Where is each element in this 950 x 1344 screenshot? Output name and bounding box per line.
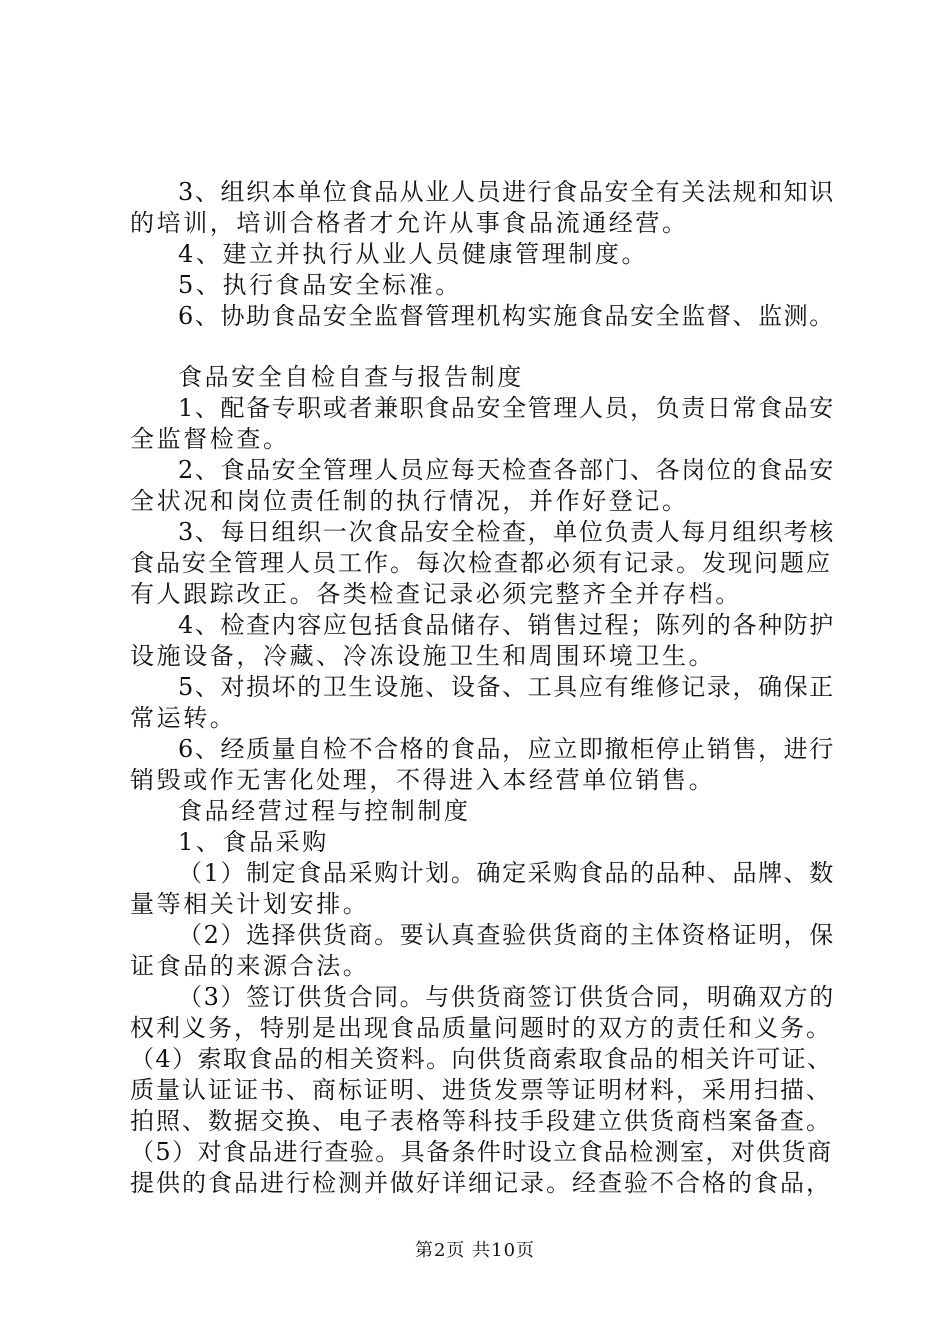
paragraph-line: 3、每日组织一次食品安全检查，单位负责人每月组织考核 bbox=[178, 518, 835, 546]
paragraph-line: 3、组织本单位食品从业人员进行食品安全有关法规和知识 bbox=[178, 178, 835, 206]
page-number-footer: 第2页 共10页 bbox=[414, 1240, 536, 1261]
paragraph-line: 食品安全管理人员工作。每次检查都必须有记录。发现问题应 bbox=[130, 549, 832, 577]
paragraph-line: 提供的食品进行检测并做好详细记录。经查验不合格的食品， bbox=[130, 1169, 832, 1197]
paragraph-line: （5）对食品进行查验。具备条件时设立食品检测室，对供货商 bbox=[130, 1138, 833, 1166]
paragraph-line: 证食品的来源合法。 bbox=[130, 952, 370, 980]
paragraph-line: （2）选择供货商。要认真查验供货商的主体资格证明，保 bbox=[178, 921, 835, 949]
paragraph-line: 6、协助食品安全监督管理机构实施食品安全监督、监测。 bbox=[178, 302, 835, 330]
paragraph-line: 4、检查内容应包括食品储存、销售过程；陈列的各种防护 bbox=[178, 611, 835, 639]
paragraph-line: 5、对损坏的卫生设施、设备、工具应有维修记录，确保正 bbox=[178, 673, 835, 701]
paragraph-line: 全监督检查。 bbox=[130, 425, 290, 453]
paragraph-line: 有人跟踪改正。各类检查记录必须完整齐全并存档。 bbox=[130, 580, 742, 608]
paragraph-line: 1、食品采购 bbox=[178, 828, 329, 856]
paragraph-line: 4、建立并执行从业人员健康管理制度。 bbox=[178, 240, 649, 268]
paragraph-line: 2、食品安全管理人员应每天检查各部门、各岗位的食品安 bbox=[178, 456, 835, 484]
paragraph-line: （1）制定食品采购计划。确定采购食品的品种、品牌、数 bbox=[178, 859, 835, 887]
paragraph-line: 常运转。 bbox=[130, 704, 237, 732]
paragraph-line: 设施设备，冷藏、冷冻设施卫生和周围环境卫生。 bbox=[130, 642, 716, 670]
paragraph-line: 量等相关计划安排。 bbox=[130, 890, 370, 918]
paragraph-line: 5、执行食品安全标准。 bbox=[178, 271, 462, 299]
section-heading: 食品经营过程与控制制度 bbox=[178, 797, 471, 825]
section-heading: 食品安全自检自查与报告制度 bbox=[178, 363, 524, 391]
paragraph-line: 1、配备专职或者兼职食品安全管理人员，负责日常食品安 bbox=[178, 394, 835, 422]
paragraph-line: （3）签订供货合同。与供货商签订供货合同，明确双方的 bbox=[178, 983, 835, 1011]
paragraph-line: （4）索取食品的相关资料。向供货商索取食品的相关许可证、 bbox=[130, 1045, 833, 1073]
paragraph-line: 全状况和岗位责任制的执行情况，并作好登记。 bbox=[130, 487, 689, 515]
paragraph-line: 权利义务，特别是出现食品质量问题时的双方的责任和义务。 bbox=[130, 1014, 832, 1042]
paragraph-line: 的培训，培训合格者才允许从事食品流通经营。 bbox=[130, 209, 689, 237]
paragraph-line: 销毁或作无害化处理，不得进入本经营单位销售。 bbox=[130, 766, 716, 794]
paragraph-line: 6、经质量自检不合格的食品，应立即撤柜停止销售，进行 bbox=[178, 735, 835, 763]
paragraph-line: 拍照、数据交换、电子表格等科技手段建立供货商档案备查。 bbox=[130, 1107, 832, 1135]
paragraph-line: 质量认证证书、商标证明、进货发票等证明材料，采用扫描、 bbox=[130, 1076, 832, 1104]
